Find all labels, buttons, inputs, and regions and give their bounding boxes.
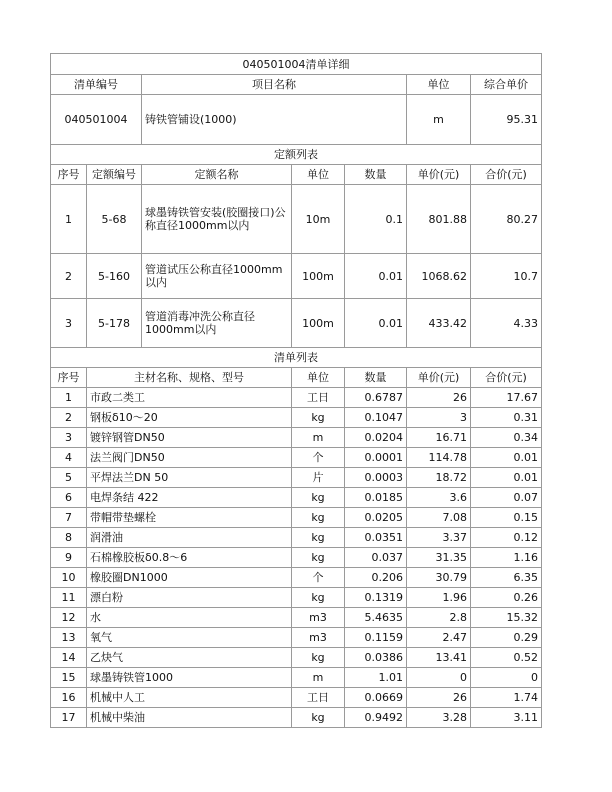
quota-total: 4.33 <box>471 299 542 348</box>
quota-no: 3 <box>51 299 87 348</box>
material-row <box>51 688 542 708</box>
material-price: 114.78 <box>407 448 471 468</box>
material-total: 0.01 <box>471 448 542 468</box>
material-qty: 0.206 <box>345 568 407 588</box>
material-qty: 0.0386 <box>345 648 407 668</box>
material-name: 石棉橡胶板δ0.8～6 <box>87 548 292 568</box>
item-price: 95.31 <box>471 95 542 145</box>
quota-qty: 0.01 <box>345 299 407 348</box>
material-qty: 0.0001 <box>345 448 407 468</box>
quota-row <box>51 254 542 299</box>
material-name: 法兰阀门DN50 <box>87 448 292 468</box>
quota-no: 2 <box>51 254 87 299</box>
material-qty: 0.6787 <box>345 388 407 408</box>
material-total: 15.32 <box>471 608 542 628</box>
quota-code: 5-178 <box>87 299 142 348</box>
material-unit: 工日 <box>292 388 345 408</box>
material-qty: 0.0185 <box>345 488 407 508</box>
material-total: 6.35 <box>471 568 542 588</box>
material-price: 3.6 <box>407 488 471 508</box>
material-no: 11 <box>51 588 87 608</box>
quota-header-code: 定额编号 <box>87 165 142 185</box>
quota-header-total: 合价(元) <box>471 165 542 185</box>
quota-price: 1068.62 <box>407 254 471 299</box>
material-total: 0.29 <box>471 628 542 648</box>
material-price: 3.28 <box>407 708 471 728</box>
quota-header-name: 定额名称 <box>142 165 292 185</box>
material-no: 8 <box>51 528 87 548</box>
material-qty: 0.0204 <box>345 428 407 448</box>
materials-header-row <box>51 368 542 388</box>
material-unit: kg <box>292 408 345 428</box>
material-unit: kg <box>292 508 345 528</box>
item-name: 铸铁管铺设(1000) <box>142 95 407 145</box>
material-row <box>51 508 542 528</box>
name-header: 项目名称 <box>142 75 407 95</box>
materials-section-title: 清单列表 <box>51 348 542 368</box>
quota-price: 801.88 <box>407 185 471 254</box>
material-name: 球墨铸铁管1000 <box>87 668 292 688</box>
material-total: 0.34 <box>471 428 542 448</box>
material-name: 润滑油 <box>87 528 292 548</box>
materials-header-qty: 数量 <box>345 368 407 388</box>
material-unit: 工日 <box>292 688 345 708</box>
materials-header-name: 主材名称、规格、型号 <box>87 368 292 388</box>
quota-no: 1 <box>51 185 87 254</box>
material-no: 7 <box>51 508 87 528</box>
material-qty: 0.1319 <box>345 588 407 608</box>
material-no: 9 <box>51 548 87 568</box>
material-total: 0.15 <box>471 508 542 528</box>
material-qty: 0.1159 <box>345 628 407 648</box>
material-row <box>51 708 542 728</box>
unit-header: 单位 <box>407 75 471 95</box>
material-name: 镀锌钢管DN50 <box>87 428 292 448</box>
material-no: 15 <box>51 668 87 688</box>
quota-total: 80.27 <box>471 185 542 254</box>
materials-header-price: 单价(元) <box>407 368 471 388</box>
material-price: 26 <box>407 388 471 408</box>
material-name: 机械中人工 <box>87 688 292 708</box>
material-no: 12 <box>51 608 87 628</box>
material-name: 氧气 <box>87 628 292 648</box>
material-total: 0.31 <box>471 408 542 428</box>
quota-unit: 100m <box>292 254 345 299</box>
material-name: 电焊条结 422 <box>87 488 292 508</box>
material-row <box>51 548 542 568</box>
material-qty: 0.0205 <box>345 508 407 528</box>
code-header: 清单编号 <box>51 75 142 95</box>
material-name: 平焊法兰DN 50 <box>87 468 292 488</box>
material-price: 31.35 <box>407 548 471 568</box>
material-name: 橡胶圈DN1000 <box>87 568 292 588</box>
item-unit: m <box>407 95 471 145</box>
material-no: 16 <box>51 688 87 708</box>
material-price: 3 <box>407 408 471 428</box>
quota-code: 5-68 <box>87 185 142 254</box>
quota-name: 管道试压公称直径1000mm以内 <box>142 254 292 299</box>
material-total: 0.52 <box>471 648 542 668</box>
quota-header-no: 序号 <box>51 165 87 185</box>
quota-name: 球墨铸铁管安装(胶圈接口)公称直径1000mm以内 <box>142 185 292 254</box>
material-unit: kg <box>292 708 345 728</box>
material-row <box>51 588 542 608</box>
quota-unit: 10m <box>292 185 345 254</box>
quota-row <box>51 299 542 348</box>
material-unit: m3 <box>292 608 345 628</box>
material-no: 2 <box>51 408 87 428</box>
quota-header-unit: 单位 <box>292 165 345 185</box>
material-qty: 0.0003 <box>345 468 407 488</box>
material-row <box>51 668 542 688</box>
material-row <box>51 388 542 408</box>
material-unit: kg <box>292 548 345 568</box>
quota-code: 5-160 <box>87 254 142 299</box>
materials-header-no: 序号 <box>51 368 87 388</box>
material-no: 4 <box>51 448 87 468</box>
material-name: 漂白粉 <box>87 588 292 608</box>
material-row <box>51 528 542 548</box>
material-row <box>51 608 542 628</box>
quota-price: 433.42 <box>407 299 471 348</box>
price-header: 综合单价 <box>471 75 542 95</box>
material-total: 0.12 <box>471 528 542 548</box>
material-qty: 0.0351 <box>345 528 407 548</box>
quota-qty: 0.1 <box>345 185 407 254</box>
material-qty: 0.1047 <box>345 408 407 428</box>
material-total: 0.01 <box>471 468 542 488</box>
material-no: 5 <box>51 468 87 488</box>
materials-header-total: 合价(元) <box>471 368 542 388</box>
material-qty: 0.037 <box>345 548 407 568</box>
material-name: 机械中柴油 <box>87 708 292 728</box>
material-row <box>51 648 542 668</box>
material-row <box>51 488 542 508</box>
material-unit: m <box>292 428 345 448</box>
quota-header-price: 单价(元) <box>407 165 471 185</box>
material-row <box>51 448 542 468</box>
material-name: 钢板δ10～20 <box>87 408 292 428</box>
material-row <box>51 568 542 588</box>
material-total: 0.26 <box>471 588 542 608</box>
material-price: 7.08 <box>407 508 471 528</box>
material-qty: 1.01 <box>345 668 407 688</box>
material-no: 14 <box>51 648 87 668</box>
material-price: 30.79 <box>407 568 471 588</box>
detail-table <box>50 53 542 728</box>
table-title: 040501004清单详细 <box>51 54 542 75</box>
material-no: 13 <box>51 628 87 648</box>
quota-header-qty: 数量 <box>345 165 407 185</box>
quota-row <box>51 185 542 254</box>
material-unit: kg <box>292 588 345 608</box>
material-total: 1.16 <box>471 548 542 568</box>
material-price: 3.37 <box>407 528 471 548</box>
material-total: 0.07 <box>471 488 542 508</box>
material-price: 0 <box>407 668 471 688</box>
material-row <box>51 468 542 488</box>
quota-section-title: 定额列表 <box>51 145 542 165</box>
material-qty: 0.0669 <box>345 688 407 708</box>
material-qty: 0.9492 <box>345 708 407 728</box>
material-unit: kg <box>292 648 345 668</box>
material-name: 市政二类工 <box>87 388 292 408</box>
quota-unit: 100m <box>292 299 345 348</box>
material-unit: 个 <box>292 568 345 588</box>
material-row <box>51 628 542 648</box>
material-no: 6 <box>51 488 87 508</box>
materials-header-unit: 单位 <box>292 368 345 388</box>
material-total: 0 <box>471 668 542 688</box>
quota-header-row <box>51 165 542 185</box>
material-qty: 5.4635 <box>345 608 407 628</box>
material-price: 13.41 <box>407 648 471 668</box>
material-price: 2.8 <box>407 608 471 628</box>
material-row <box>51 408 542 428</box>
material-price: 1.96 <box>407 588 471 608</box>
material-price: 26 <box>407 688 471 708</box>
quota-name: 管道消毒冲洗公称直径1000mm以内 <box>142 299 292 348</box>
material-name: 水 <box>87 608 292 628</box>
material-no: 3 <box>51 428 87 448</box>
material-unit: 个 <box>292 448 345 468</box>
material-row <box>51 428 542 448</box>
material-unit: 片 <box>292 468 345 488</box>
material-no: 1 <box>51 388 87 408</box>
material-total: 17.67 <box>471 388 542 408</box>
quota-qty: 0.01 <box>345 254 407 299</box>
material-no: 17 <box>51 708 87 728</box>
item-code: 040501004 <box>51 95 142 145</box>
material-total: 3.11 <box>471 708 542 728</box>
material-name: 带帽带垫螺栓 <box>87 508 292 528</box>
material-unit: kg <box>292 488 345 508</box>
material-no: 10 <box>51 568 87 588</box>
quota-total: 10.7 <box>471 254 542 299</box>
material-price: 2.47 <box>407 628 471 648</box>
material-unit: kg <box>292 528 345 548</box>
material-price: 18.72 <box>407 468 471 488</box>
material-price: 16.71 <box>407 428 471 448</box>
material-name: 乙炔气 <box>87 648 292 668</box>
material-unit: m3 <box>292 628 345 648</box>
material-unit: m <box>292 668 345 688</box>
material-total: 1.74 <box>471 688 542 708</box>
